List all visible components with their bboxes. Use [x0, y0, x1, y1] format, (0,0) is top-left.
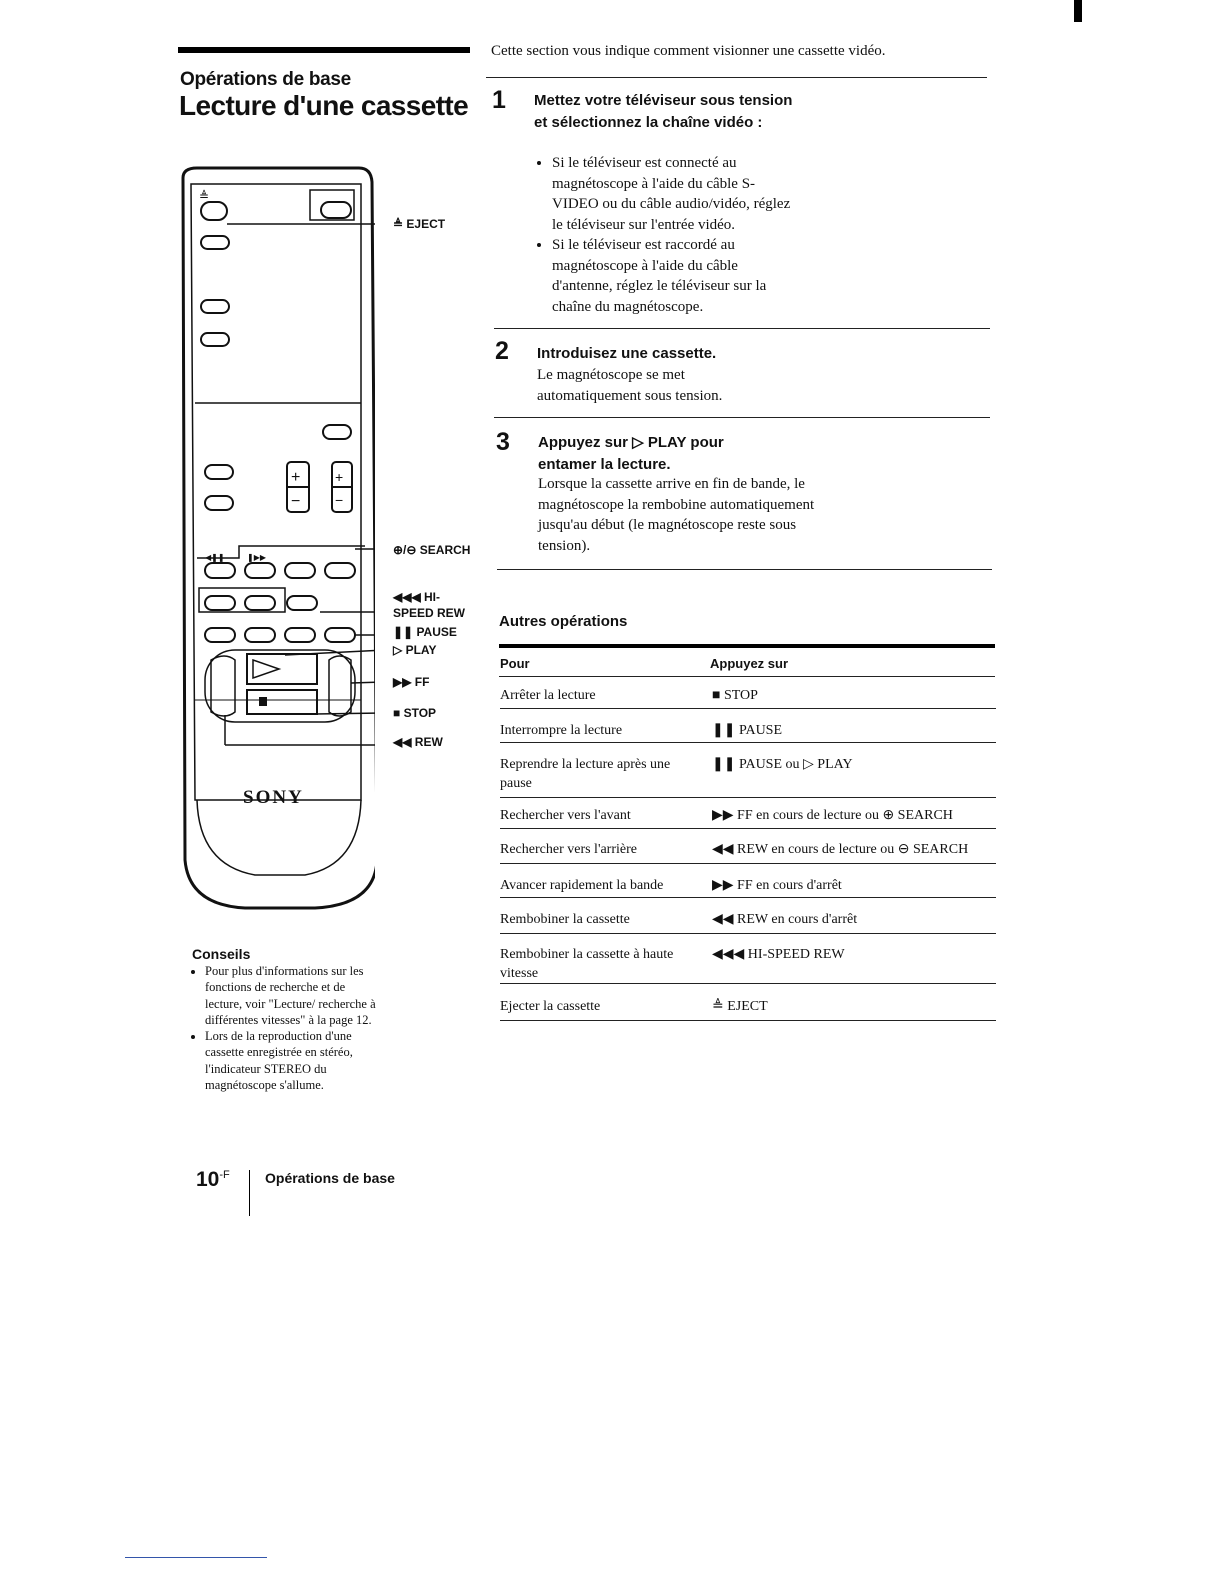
- step-divider: [497, 569, 992, 570]
- section-label: Opérations de base: [180, 69, 351, 90]
- play-button[interactable]: [247, 654, 317, 684]
- step-2-heading: Introduisez une cassette.: [537, 345, 717, 362]
- section-rule: [178, 47, 470, 53]
- row-button: ≜ EJECT: [712, 999, 768, 1014]
- remote-button[interactable]: [285, 563, 315, 578]
- table-top-rule: [499, 644, 995, 648]
- slow-forward-button[interactable]: [245, 563, 275, 578]
- pause-button[interactable]: [285, 628, 315, 642]
- slow-reverse-button[interactable]: [205, 563, 235, 578]
- row-rule: [500, 708, 996, 709]
- power-button[interactable]: [321, 202, 351, 218]
- column-header-appuyez: Appuyez sur: [710, 656, 789, 671]
- remote-brand-logo: SONY: [243, 787, 304, 808]
- row-action: Reprendre la lecture après une pause: [500, 757, 671, 791]
- row-action: Rembobiner la cassette à haute vitesse: [500, 947, 674, 981]
- row-button: ■ STOP: [712, 688, 758, 703]
- step-divider: [494, 417, 990, 418]
- plus-icon: +: [335, 469, 344, 485]
- row-rule: [500, 983, 996, 984]
- remote-button[interactable]: [201, 333, 229, 346]
- tip-item: • Lors de la reproduction d'une cassette enregistrée en stéréo, l'indicateur STEREO du magnétoscope s'allume.: [205, 1028, 376, 1093]
- page-number-suffix: -F: [219, 1169, 230, 1181]
- plus-icon: +: [291, 469, 301, 486]
- callout-search: ⊕/⊖ SEARCH: [393, 543, 471, 557]
- step-3-text: Lorsque la cassette arrive en fin de bande, le magnétoscope la rembobine automatiquement jusqu'au début (le magnétoscope reste sous tension).: [538, 476, 815, 554]
- stop-button[interactable]: [247, 690, 317, 714]
- step-3-heading: Appuyez sur ▷ PLAY pour entamer la lecture.: [538, 434, 724, 473]
- stop-callout-line: [315, 713, 375, 714]
- page-number: [196, 1168, 230, 1192]
- remote-control-illustration: [175, 160, 375, 920]
- intro-rule: [486, 77, 987, 78]
- hi-speed-rew-button[interactable]: [205, 628, 235, 642]
- play-icon: [253, 660, 279, 678]
- ff-button[interactable]: [329, 656, 351, 716]
- rew-button[interactable]: [211, 656, 235, 716]
- step-divider: [494, 328, 990, 329]
- stop-icon: [259, 697, 267, 706]
- search-minus-button[interactable]: [205, 596, 235, 610]
- row-action: Rechercher vers l'arrière: [500, 842, 637, 857]
- slow-forward-icon: ❚▶▶: [247, 553, 267, 562]
- row-button: ❚❚ PAUSE ou ▷ PLAY: [712, 757, 853, 772]
- row-button: ▶▶ FF en cours d'arrêt: [712, 878, 842, 893]
- search-plus-button[interactable]: [245, 596, 275, 610]
- callout-ff: ▶▶ FF: [393, 675, 430, 689]
- row-action: Interrompre la lecture: [500, 723, 623, 738]
- row-button: ▶▶ FF en cours de lecture ou ⊕ SEARCH: [712, 808, 953, 823]
- row-button: ◀◀ REW en cours d'arrêt: [712, 912, 858, 927]
- eject-icon: ≜: [199, 189, 210, 203]
- step-1-heading: Mettez votre téléviseur sous tension et sélectionnez la chaîne vidéo :: [534, 92, 793, 131]
- column-header-pour: Pour: [500, 656, 530, 671]
- step-2-number: 2: [495, 337, 509, 365]
- page-edge-marker: [1074, 0, 1082, 22]
- step-1-bullets: [535, 153, 800, 317]
- step-2-text: Le magnétoscope se met automatiquement sous tension.: [537, 367, 723, 404]
- remote-button[interactable]: [201, 300, 229, 313]
- row-rule: [500, 897, 996, 898]
- eject-button[interactable]: [201, 202, 227, 220]
- row-action: Ejecter la cassette: [500, 999, 601, 1014]
- row-rule: [500, 828, 996, 829]
- tips-title: Conseils: [192, 946, 251, 962]
- other-ops-title: Autres opérations: [499, 613, 628, 630]
- bottom-rule: [125, 1557, 267, 1558]
- slow-reverse-icon: ◀❚❚: [205, 553, 225, 562]
- step-1-number: 1: [492, 86, 506, 114]
- row-button: ❚❚ PAUSE: [712, 723, 783, 738]
- minus-icon: −: [335, 492, 344, 508]
- tips-list: [192, 963, 376, 1093]
- row-button: ◀◀ REW en cours de lecture ou ⊖ SEARCH: [712, 842, 969, 857]
- footer-section: Opérations de base: [265, 1170, 395, 1186]
- step-3-number: 3: [496, 428, 510, 456]
- remote-button[interactable]: [287, 596, 317, 610]
- remote-button[interactable]: [245, 628, 275, 642]
- record-button[interactable]: [325, 628, 355, 642]
- callout-play: ▷ PLAY: [393, 643, 437, 657]
- row-rule: [500, 742, 996, 743]
- page-title: Lecture d'une cassette: [179, 90, 469, 121]
- minus-icon: −: [291, 493, 301, 510]
- tip-item: • Pour plus d'informations sur les fonctions de recherche et de lecture, voir "Lecture/ recherche à différentes vitesses" à la page 12.: [205, 963, 376, 1028]
- row-button: ◀◀◀ HI-SPEED REW: [712, 947, 845, 962]
- callout-stop: ■ STOP: [393, 706, 437, 720]
- callout-rew: ◀◀ REW: [393, 735, 443, 749]
- remote-button[interactable]: [205, 496, 233, 510]
- remote-button[interactable]: [205, 465, 233, 479]
- footer-separator: [249, 1170, 250, 1216]
- intro-text: Cette section vous indique comment visionner une cassette vidéo.: [491, 43, 886, 59]
- row-rule: [500, 933, 996, 934]
- row-action: Avancer rapidement la bande: [500, 878, 664, 893]
- row-rule: [500, 1020, 996, 1021]
- row-action: Rembobiner la cassette: [500, 912, 630, 927]
- remote-button[interactable]: [201, 236, 229, 249]
- row-action: Arrêter la lecture: [500, 688, 596, 703]
- step-1-bullet: • Si le téléviseur est connecté au magnétoscope à l'aide du câble S-VIDEO ou du câble audio/vidéo, réglez le téléviseur sur l'entrée vidéo.: [552, 153, 800, 235]
- callout-eject: ≜ EJECT: [393, 217, 446, 231]
- remote-button[interactable]: [323, 425, 351, 439]
- callout-hi-speed-rew: ◀◀◀ HI- SPEED REW: [393, 590, 466, 620]
- row-action: Rechercher vers l'avant: [500, 808, 631, 823]
- table-header-rule: [499, 676, 995, 677]
- callout-pause: ❚❚ PAUSE: [393, 625, 457, 639]
- row-rule: [500, 797, 996, 798]
- page-number-value: 10: [196, 1168, 220, 1191]
- remote-button[interactable]: [325, 563, 355, 578]
- step-1-bullet: • Si le téléviseur est raccordé au magnétoscope à l'aide du câble d'antenne, réglez le téléviseur sur la chaîne du magnétoscope.: [552, 235, 800, 317]
- row-rule: [500, 863, 996, 864]
- ff-callout-line: [351, 682, 375, 683]
